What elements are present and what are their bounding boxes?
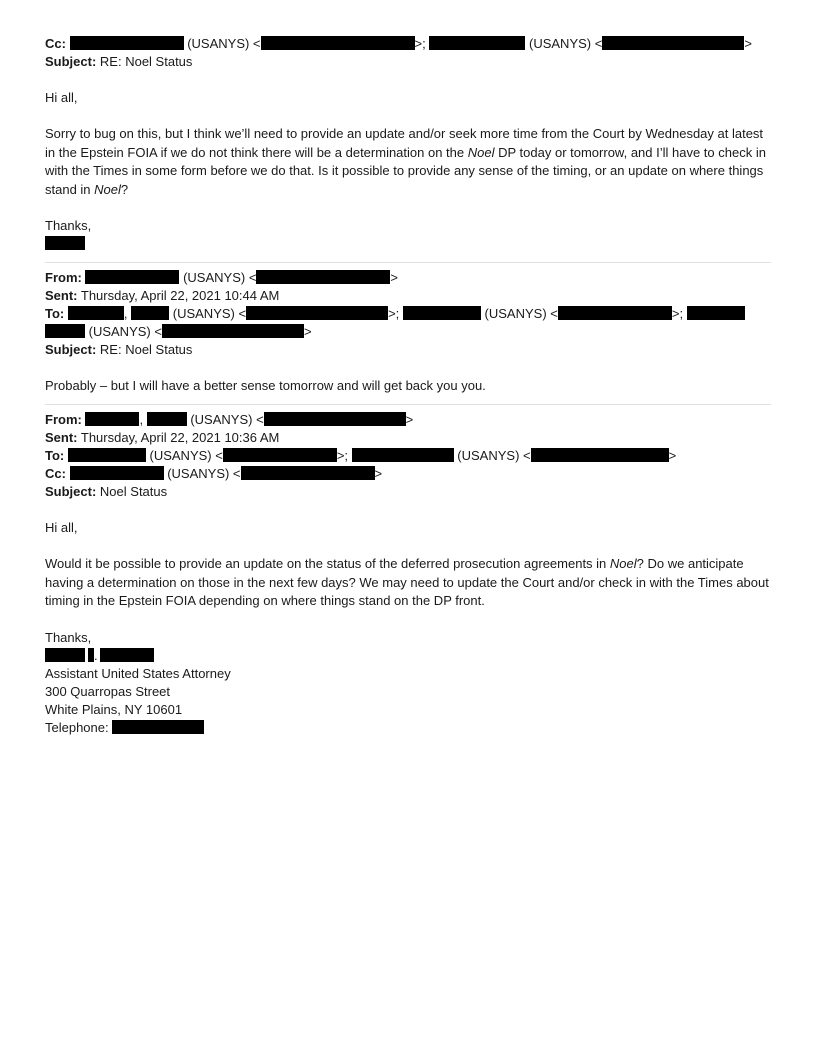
to-separator: >; bbox=[671, 306, 684, 321]
from-line bbox=[45, 411, 771, 429]
cc-line bbox=[45, 465, 771, 483]
redaction-bar bbox=[45, 324, 85, 338]
message-divider bbox=[45, 404, 771, 405]
body-text: DP today or tomorrow, and I’ll have to check in with the Times in some form before we do that. Is it possible to provide any sense of the timing, or an update on where things stand in bbox=[45, 144, 766, 197]
redaction-bar bbox=[70, 466, 164, 480]
from-label: From: bbox=[45, 412, 82, 427]
redaction-bar bbox=[45, 236, 85, 250]
from-end: > bbox=[390, 270, 399, 285]
redaction-bar bbox=[602, 36, 744, 50]
to-line bbox=[45, 305, 771, 323]
signature-street: 300 Quarropas Street bbox=[45, 683, 171, 699]
redaction-bar bbox=[162, 324, 304, 338]
cc-end: > bbox=[374, 466, 383, 481]
to-end: > bbox=[303, 324, 312, 339]
redaction-bar bbox=[112, 720, 204, 734]
from-org: (USANYS) < bbox=[190, 412, 264, 427]
body-text: ? bbox=[120, 181, 129, 197]
sent-value: Thursday, April 22, 2021 10:36 AM bbox=[80, 430, 280, 445]
cc-end: > bbox=[744, 36, 752, 51]
subject-label: Subject: bbox=[45, 342, 97, 357]
body-emphasis: Noel bbox=[467, 144, 495, 160]
redaction-bar bbox=[531, 448, 669, 462]
cc-label: Cc: bbox=[45, 466, 66, 481]
redaction-bar bbox=[85, 270, 179, 284]
from-end: > bbox=[405, 412, 414, 427]
to-org: (USANYS) < bbox=[88, 324, 162, 339]
cc-separator: >; bbox=[414, 36, 426, 51]
from-label: From: bbox=[45, 270, 82, 285]
body-text: Would it be possible to provide an update on the status of the deferred prosecution agreements in bbox=[45, 556, 610, 571]
to-line-continued bbox=[45, 323, 771, 341]
cc-org: (USANYS) < bbox=[187, 36, 261, 51]
to-label: To: bbox=[45, 306, 65, 321]
redaction-bar bbox=[68, 306, 124, 320]
signature-dot: . bbox=[94, 647, 98, 663]
to-org: (USANYS) < bbox=[484, 306, 558, 321]
redaction-bar bbox=[256, 270, 390, 284]
redaction-bar bbox=[223, 448, 337, 462]
redaction-bar bbox=[558, 306, 672, 320]
body-emphasis: Noel bbox=[609, 556, 637, 571]
cc-org: (USANYS) < bbox=[529, 36, 603, 51]
signoff: Thanks, bbox=[45, 218, 92, 233]
to-comma: , bbox=[123, 306, 128, 321]
to-separator: >; bbox=[336, 448, 349, 463]
subject-value: Noel Status bbox=[99, 484, 168, 499]
redaction-bar bbox=[70, 36, 184, 50]
redaction-bar bbox=[429, 36, 525, 50]
cc-line bbox=[45, 35, 771, 53]
redaction-bar bbox=[246, 306, 388, 320]
phone-label: Telephone: bbox=[45, 719, 109, 735]
body-text: ? Do we anticipate having a determination on those in the next few days? We may need to update the Court and/or check in with the Times about timing in the Epstein FOIA depending on where things stand on the DP front. bbox=[45, 556, 769, 608]
cc-org: (USANYS) < bbox=[167, 466, 241, 481]
to-org: (USANYS) < bbox=[149, 448, 223, 463]
subject-line bbox=[45, 53, 771, 71]
from-org: (USANYS) < bbox=[183, 270, 257, 285]
subject-line bbox=[45, 341, 771, 359]
sent-line bbox=[45, 287, 771, 305]
from-comma: , bbox=[139, 412, 144, 427]
redaction-bar bbox=[261, 36, 415, 50]
redaction-bar bbox=[147, 412, 187, 426]
subject-label: Subject: bbox=[45, 484, 97, 499]
subject-label: Subject: bbox=[45, 54, 97, 69]
signature-city: White Plains, NY 10601 bbox=[45, 701, 183, 717]
to-line bbox=[45, 447, 771, 465]
redaction-bar bbox=[100, 648, 154, 662]
signature-line bbox=[45, 235, 771, 253]
signoff: Thanks, bbox=[45, 629, 92, 645]
redaction-bar bbox=[264, 412, 406, 426]
redaction-bar bbox=[241, 466, 375, 480]
from-line bbox=[45, 269, 771, 287]
email-document bbox=[45, 35, 771, 737]
redaction-bar bbox=[45, 648, 85, 662]
sent-line bbox=[45, 429, 771, 447]
redaction-bar bbox=[85, 412, 139, 426]
subject-value: RE: Noel Status bbox=[99, 342, 193, 357]
redaction-bar bbox=[131, 306, 169, 320]
sent-label: Sent: bbox=[45, 430, 78, 445]
signature-name bbox=[45, 647, 771, 665]
subject-line bbox=[45, 483, 771, 501]
body-text: Sorry to bug on this, but I think we’ll need to provide an update and/or seek more time from the Court by Wednesday at latest in the Epstein FOIA if we do not think there will be a determination on the bbox=[45, 126, 764, 160]
to-separator: >; bbox=[388, 306, 400, 321]
sent-value: Thursday, April 22, 2021 10:44 AM bbox=[80, 288, 280, 303]
redaction-bar bbox=[687, 306, 745, 320]
to-org: (USANYS) < bbox=[457, 448, 531, 463]
signature-title: Assistant United States Attorney bbox=[45, 665, 231, 681]
email-body bbox=[45, 555, 771, 611]
to-end: > bbox=[668, 448, 677, 463]
sent-label: Sent: bbox=[45, 288, 78, 303]
body-emphasis: Noel bbox=[94, 181, 121, 197]
message-divider bbox=[45, 262, 771, 263]
redaction-bar bbox=[403, 306, 481, 320]
redaction-bar bbox=[68, 448, 146, 462]
cc-label: Cc: bbox=[45, 36, 66, 51]
redaction-bar bbox=[352, 448, 454, 462]
greeting: Hi all, bbox=[45, 520, 78, 535]
to-org: (USANYS) < bbox=[172, 306, 247, 321]
to-label: To: bbox=[45, 448, 65, 463]
signature-phone bbox=[45, 719, 771, 737]
greeting: Hi all, bbox=[45, 90, 78, 105]
subject-value: RE: Noel Status bbox=[99, 54, 193, 69]
email-body bbox=[45, 125, 771, 199]
email-body: Probably – but I will have a better sense tomorrow and will get back you you. bbox=[45, 378, 486, 393]
